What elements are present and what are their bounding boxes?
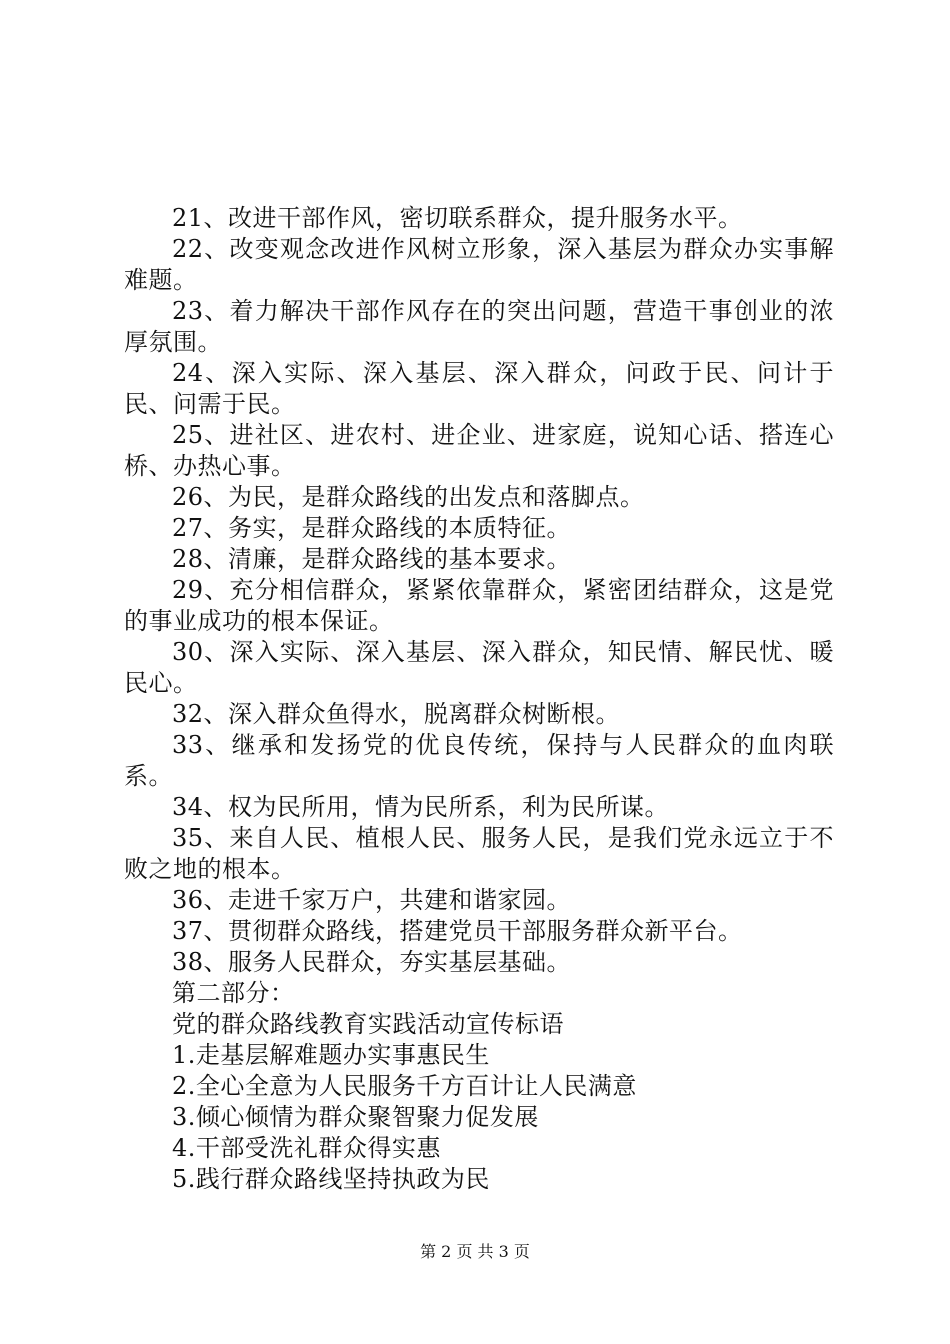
slogan-item: 2.全心全意为人民服务千方百计让人民满意 xyxy=(172,1072,637,1100)
slogan-item: 1.走基层解难题办实事惠民生 xyxy=(172,1041,490,1069)
paragraph: 28、清廉，是群众路线的基本要求。 xyxy=(172,545,572,573)
paragraph: 25、进社区、进农村、进企业、进家庭，说知心话、搭连心桥、办热心事。 xyxy=(124,421,834,480)
page-number: 第 2 页 共 3 页 xyxy=(420,1242,530,1261)
page-footer xyxy=(0,1242,950,1262)
document-body xyxy=(124,203,834,1195)
paragraph: 30、深入实际、深入基层、深入群众，知民情、解民忧、暖民心。 xyxy=(124,638,834,697)
section-heading: 第二部分： xyxy=(172,979,295,1007)
paragraph: 29、充分相信群众，紧紧依靠群众，紧密团结群众，这是党的事业成功的根本保证。 xyxy=(124,576,834,635)
paragraph: 32、深入群众鱼得水，脱离群众树断根。 xyxy=(172,700,621,728)
slogan-item: 4.干部受洗礼群众得实惠 xyxy=(172,1134,441,1162)
section-subtitle: 党的群众路线教育实践活动宣传标语 xyxy=(172,1010,564,1038)
slogan-item: 3.倾心倾情为群众聚智聚力促发展 xyxy=(172,1103,539,1131)
paragraph: 23、着力解决干部作风存在的突出问题，营造干事创业的浓厚氛围。 xyxy=(124,297,834,356)
paragraph: 27、务实，是群众路线的本质特征。 xyxy=(172,514,572,542)
paragraph: 35、来自人民、植根人民、服务人民，是我们党永远立于不败之地的根本。 xyxy=(124,824,834,883)
paragraph: 36、走进千家万户，共建和谐家园。 xyxy=(172,886,572,914)
paragraph: 33、继承和发扬党的优良传统，保持与人民群众的血肉联系。 xyxy=(124,731,834,790)
paragraph: 37、贯彻群众路线，搭建党员干部服务群众新平台。 xyxy=(172,917,743,945)
paragraph: 21、改进干部作风，密切联系群众，提升服务水平。 xyxy=(172,204,743,232)
paragraph: 22、改变观念改进作风树立形象，深入基层为群众办实事解难题。 xyxy=(124,235,834,294)
slogan-item: 5.践行群众路线坚持执政为民 xyxy=(172,1165,490,1193)
paragraph: 24、深入实际、深入基层、深入群众，问政于民、问计于民、问需于民。 xyxy=(124,359,834,418)
paragraph: 26、为民，是群众路线的出发点和落脚点。 xyxy=(172,483,645,511)
paragraph: 38、服务人民群众，夯实基层基础。 xyxy=(172,948,572,976)
paragraph: 34、权为民所用，情为民所系，利为民所谋。 xyxy=(172,793,670,821)
